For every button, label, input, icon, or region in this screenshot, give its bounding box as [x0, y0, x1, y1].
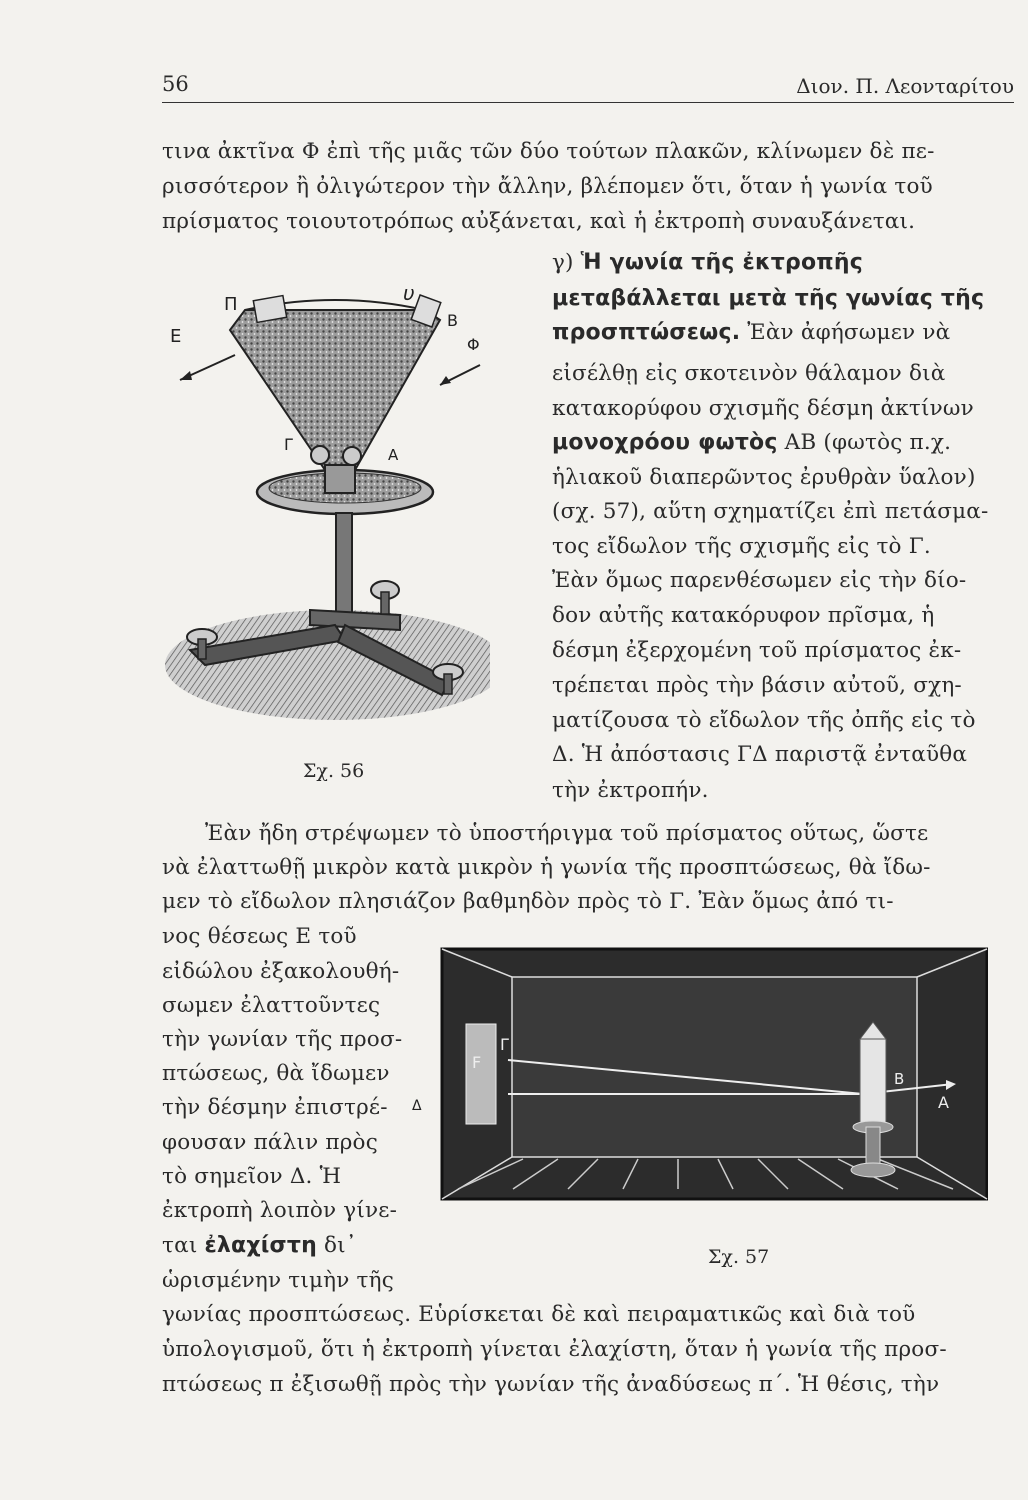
text-line: γωνίας προσπτώσεως. Εὑρίσκεται δὲ καὶ πειραματικῶς καὶ διὰ τοῦ [162, 1302, 916, 1327]
text-line: πτώσεως, θὰ ἴδωμεν [162, 1061, 390, 1086]
label-A-57: Α [938, 1093, 949, 1112]
figure-57-caption: Σχ. 57 [708, 1246, 770, 1268]
page-header [162, 72, 1014, 103]
label-B: Β [447, 311, 458, 330]
section-heading-cont: μεταβάλλεται μετὰ τῆς γωνίας τῆς [552, 286, 985, 311]
label-pi: Π [224, 294, 238, 315]
label-Gamma: Γ [284, 435, 293, 454]
text-line: εἰσέλθῃ εἰς σκοτεινὸν θάλαμον διὰ [552, 361, 946, 386]
text-line: Δ. Ἡ ἀπόστασις ΓΔ παριστᾷ ἐνταῦθα [552, 742, 968, 767]
label-E: Ε [170, 326, 182, 347]
text-line: Ἐὰν ὅμως παρενθέσωμεν εἰς τὴν δίο- [552, 568, 967, 593]
page-number: 56 [162, 72, 189, 96]
text-line: τρέπεται πρὸς τὴν βάσιν αὐτοῦ, σχη- [552, 673, 962, 698]
text-line: τὴν γωνίαν τῆς προσ- [162, 1027, 403, 1052]
text-line: φουσαν πάλιν πρὸς [162, 1130, 378, 1155]
text-line: τὴν ἐκτροπήν. [552, 778, 709, 803]
text-line: Ἐὰν ἤδη στρέψωμεν τὸ ὑποστήριγμα τοῦ πρίσματος οὕτως, ὥστε [205, 821, 929, 846]
text-line: πρίσματος τοιουτοτρόπως αὐξάνεται, καὶ ἡ ἐκτροπὴ συναυξάνεται. [162, 209, 916, 234]
text-line: δον αὐτῆς κατακόρυφον πρῖσμα, ἡ [552, 603, 935, 628]
text-line: δέσμη ἐξερχομένη τοῦ πρίσματος ἐκ- [552, 638, 962, 663]
text-line: τὸ σημεῖον Δ. Ἡ [162, 1164, 342, 1189]
text-line: προσπτώσεως. Ἐὰν ἀφήσωμεν νὰ [552, 320, 951, 345]
text-line: νος θέσεως Ε τοῦ [162, 924, 357, 949]
running-head: Διον. Π. Λεονταρίτου [796, 74, 1014, 98]
label-u: υ [403, 281, 415, 305]
text-line: (σχ. 57), αὕτη σχηματίζει ἐπὶ πετάσμα- [552, 499, 989, 524]
text-line: τὴν δέσμην ἐπιστρέ- [162, 1095, 388, 1120]
text-line: ὡρισμένην τιμὴν τῆς [162, 1268, 394, 1293]
text-line: μεν τὸ εἴδωλον πλησιάζον βαθμηδὸν πρὸς τὸ Γ. Ἐὰν ὅμως ἀπό τι- [162, 889, 894, 914]
figure-56-caption: Σχ. 56 [303, 760, 365, 782]
text-line: τινα ἀκτῖνα Φ ἐπὶ τῆς μιᾶς τῶν δύο τούτων πλακῶν, κλίνωμεν δὲ πε- [162, 139, 935, 164]
label-Gamma-57: Γ [500, 1035, 509, 1054]
text-line: τος εἴδωλον τῆς σχισμῆς εἰς τὸ Γ. [552, 534, 931, 559]
text-line: πτώσεως π ἐξισωθῇ πρὸς τὴν γωνίαν τῆς ἀναδύσεως π΄. Ἡ θέσις, τὴν [162, 1372, 940, 1397]
text-line: νὰ ἐλαττωθῇ μικρὸν κατὰ μικρὸν ἡ γωνία τῆς προσπτώσεως, θὰ ἴδω- [162, 855, 931, 880]
text-line: ὑπολογισμοῦ, ὅτι ἡ ἐκτροπὴ γίνεται ἐλαχίστη, ὅταν ἡ γωνία τῆς προσ- [162, 1337, 947, 1362]
label-B-57: Β [894, 1070, 905, 1088]
label-F: F [472, 1053, 482, 1072]
figure-57-dark-chamber [408, 944, 988, 1214]
label-A: Α [388, 446, 399, 464]
text-line: ἐκτροπὴ λοιπὸν γίνε- [162, 1198, 398, 1223]
text-line: ἡλιακοῦ διαπερῶντος ἐρυθρὰν ὕαλον) [552, 465, 976, 490]
label-Phi: Φ [467, 335, 480, 354]
text-line: κατακορύφου σχισμῆς δέσμη ἀκτίνων [552, 396, 974, 421]
text-line: ματίζουσα τὸ εἴδωλον τῆς ὀπῆς εἰς τὸ [552, 708, 976, 733]
text-line: ρισσότερον ἢ ὀλιγώτερον τὴν ἄλλην, βλέπομεν ὅτι, ὅταν ἡ γωνία τοῦ [162, 174, 933, 199]
text-line: ται ἐλαχίστη δι᾽ [162, 1233, 357, 1258]
figure-56-prism-stand [160, 270, 490, 740]
text-line: μονοχρόου φωτὸς ΑΒ (φωτὸς π.χ. [552, 430, 952, 455]
text-line: εἰδώλου ἐξακολουθή- [162, 959, 400, 984]
text-line: σωμεν ἐλαττοῦντες [162, 993, 381, 1018]
label-Delta: Δ [412, 1098, 422, 1114]
section-heading: γ) Ἡ γωνία τῆς ἐκτροπῆς [552, 250, 863, 275]
